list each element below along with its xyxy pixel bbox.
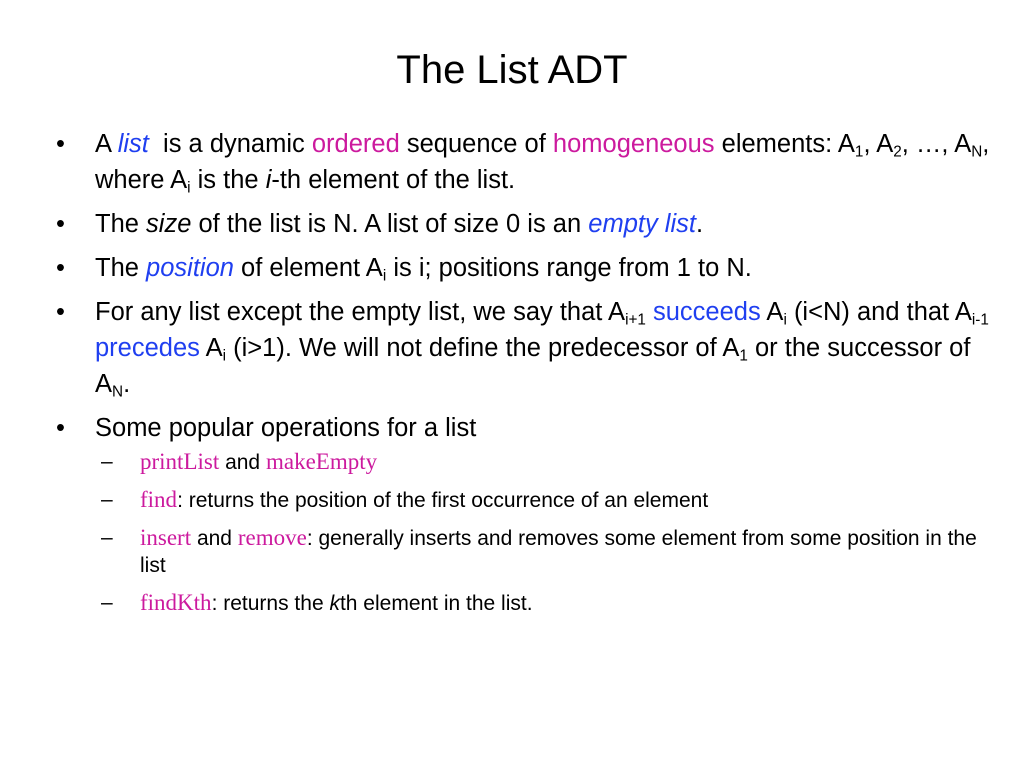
op-name: insert	[140, 525, 192, 550]
term-list: list	[117, 130, 149, 158]
text: of element A	[241, 254, 383, 282]
op-name: printList	[140, 449, 220, 474]
text: A	[876, 130, 894, 158]
bullet-dot: •	[56, 414, 65, 442]
op-insert-remove	[95, 524, 1006, 579]
text: The	[95, 254, 139, 282]
dash-bullet: –	[101, 450, 113, 473]
op-description: : generally inserts and removes some element from some position in the list	[140, 527, 977, 577]
text: is i; positions range from 1 to N.	[393, 254, 752, 282]
text: elements:	[721, 130, 833, 158]
text: sequence of	[406, 130, 546, 158]
subscript: N	[971, 143, 983, 161]
bullet-dot: •	[56, 130, 65, 158]
bullet-dot: •	[56, 298, 65, 326]
term-size: size	[146, 210, 192, 238]
op-find	[95, 486, 1006, 514]
bullet-size	[56, 206, 1006, 242]
op-printlist-makeempty	[95, 448, 1006, 476]
text: The	[95, 210, 139, 238]
subscript: i	[187, 179, 191, 197]
bullet-list-definition: • A list is a dynamic ordered sequence of homogeneous elements: $A_1$, $A_2$, …, $A_N$, where $A_i$ is the i-th element of the list.	[56, 126, 1006, 198]
dash-bullet: –	[101, 488, 113, 511]
op-description: : returns the position of the first occurrence of an element	[177, 489, 709, 512]
term-empty-list: empty list	[588, 210, 696, 238]
text: A	[954, 130, 972, 158]
text: -th element of the list.	[271, 166, 516, 194]
text: .	[123, 370, 131, 398]
subscript: 2	[893, 143, 902, 161]
term-k: k	[329, 592, 340, 615]
term-precedes: precedes	[95, 334, 200, 362]
term-position: position	[146, 254, 234, 282]
text: of the list is N. A list of size 0 is an	[198, 210, 582, 238]
op-name: find	[140, 487, 178, 512]
text: For any list except the empty list, we say that A	[95, 298, 626, 326]
text: and	[196, 527, 232, 550]
op-description: th element in the list.	[339, 592, 533, 615]
op-name: remove	[237, 525, 307, 550]
subscript: i	[222, 347, 227, 365]
subscript: i	[783, 311, 787, 329]
text: A	[95, 130, 111, 158]
dash-bullet: –	[101, 526, 113, 549]
text: , where A	[95, 130, 990, 194]
text: , …,	[901, 130, 949, 158]
term-succeeds: succeeds	[653, 298, 761, 326]
text: A	[205, 334, 223, 362]
bullet-dot: •	[56, 254, 65, 282]
text: or the successor of A	[95, 334, 971, 398]
subscript: i	[382, 267, 387, 285]
subscript: 1	[739, 347, 748, 365]
text: and	[225, 451, 261, 474]
term-i: i	[265, 166, 272, 194]
subscript: i+1	[625, 311, 646, 329]
bullet-operations	[56, 410, 1006, 617]
op-name: makeEmpty	[265, 449, 378, 474]
subscript: i-1	[971, 311, 989, 329]
bullet-dot: •	[56, 210, 65, 238]
text: (i>1). We will not define the predecessor of A	[233, 334, 740, 362]
text: is the	[197, 166, 259, 194]
term-ordered: ordered	[311, 130, 400, 158]
term-homogeneous: homogeneous	[552, 130, 715, 158]
subscript: N	[112, 383, 124, 401]
text: A	[766, 298, 784, 326]
bullet-position	[56, 250, 1006, 286]
dash-bullet: –	[101, 591, 113, 614]
op-findkth	[95, 589, 1006, 617]
text: is a dynamic	[163, 130, 305, 158]
subscript: 1	[854, 143, 864, 161]
op-name: findKth	[140, 590, 212, 615]
text: A	[837, 130, 855, 158]
operations-list	[95, 448, 1006, 617]
text: Some popular operations for a list	[95, 414, 477, 442]
bullet-succeeds-precedes	[56, 294, 1006, 402]
op-description: : returns the	[211, 592, 330, 615]
text: .	[695, 210, 704, 238]
slide-title: The List ADT	[396, 48, 628, 92]
bullet-list	[56, 126, 1006, 627]
text: (i<N) and that A	[793, 298, 972, 326]
